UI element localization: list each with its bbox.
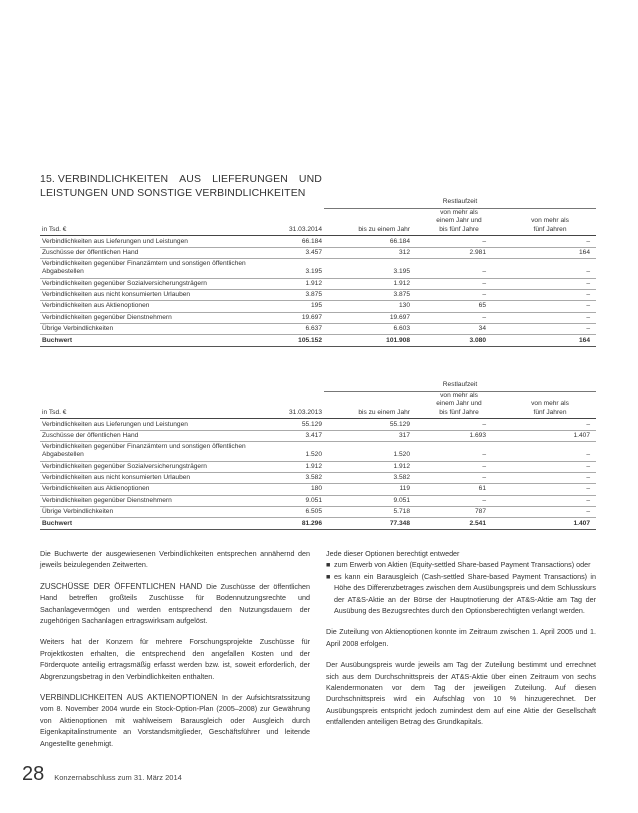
unit-header: in Tsd. € [40, 391, 254, 419]
cell-1-5y: 65 [414, 301, 504, 312]
cell-5y: – [504, 507, 596, 518]
cell-1-5y: – [414, 236, 504, 247]
page-number: 28 [22, 763, 45, 785]
left-text-column [40, 548, 310, 759]
paragraph [40, 692, 310, 749]
cell-1y: 19.697 [324, 312, 414, 323]
table-row [40, 461, 596, 472]
paragraph [40, 581, 310, 627]
cell-total: 55.129 [254, 419, 324, 430]
cell-5y: – [504, 495, 596, 506]
cell-1y: 1.912 [324, 461, 414, 472]
paragraph-text: In der Aufsichtsratssitzung vom 8. November 2004 wurde ein Stock-Option-Plan (2005–2008) zur Gewährung von Aktienoptionen mit wahlweisem Barausgleich oder Ausgleich durch Eigenkapitalinstrumente an Vorstandsmitglieder, Geschäftsführer und leitende Angestellte genehmigt. [40, 693, 311, 748]
cell-1-5y: 787 [414, 507, 504, 518]
footer-text: Konzernabschluss zum 31. März 2014 [54, 773, 182, 782]
bullet-icon: ■ [326, 571, 331, 581]
cell-1y: 3.195 [324, 259, 414, 278]
table-row [40, 507, 596, 518]
cell-1y: 77.348 [324, 518, 414, 529]
cell-total: 180 [254, 484, 324, 495]
table-row [40, 278, 596, 289]
paragraph: Die Buchwerte der ausgewiesenen Verbindlichkeiten entsprechen annähernd den jeweils beizulegenden Zeitwerten. [40, 549, 310, 570]
col-header-1-5y: von mehr als einem Jahr und bis fünf Jahre [414, 208, 504, 236]
cell-5y: – [504, 484, 596, 495]
row-label: Verbindlichkeiten aus Aktienoptionen [40, 301, 254, 312]
row-label: Verbindlichkeiten aus nicht konsumierten Urlauben [40, 472, 254, 483]
table-row [40, 430, 596, 441]
cell-5y: – [504, 289, 596, 300]
group-header: Restlaufzeit [442, 198, 478, 205]
paragraph: Weiters hat der Konzern für mehrere Forschungsprojekte Zuschüsse für Projektkosten erhalten, die entsprechend den angefallen Kosten und der Förderquote anteilig ertragsmäßig erfasst werden bzw. ist, soweit erforderlich, der Abgrenzungsbetrag in den Verbindlichkeiten enthalten. [40, 637, 310, 681]
row-label: Übrige Verbindlichkeiten [40, 507, 254, 518]
cell-1y: 1.912 [324, 278, 414, 289]
cell-1-5y: – [414, 312, 504, 323]
row-label: Verbindlichkeiten aus Lieferungen und Leistungen [40, 236, 254, 247]
cell-1y: 9.051 [324, 495, 414, 506]
cell-total: 1.912 [254, 461, 324, 472]
liabilities-table-2013 [40, 381, 596, 530]
paragraph-text: Die Zuschüsse der öffentlichen Hand betreffen großteils Zuschüsse für Bodennutzungsrechte und Sachanlagevermögen und werden entsprechend den Nutzungsdauern der zugehörigen Sachanlagen ertragswirksam aufgelöst. [40, 581, 310, 626]
cell-5y: – [504, 278, 596, 289]
row-label: Verbindlichkeiten gegenüber Dienstnehmern [40, 495, 254, 506]
paragraph: Der Ausübungspreis wurde jeweils am Tag der Zuteilung bestimmt und errechnet sich aus dem Durchschnittspreis der AT&S-Aktie über einen Zeitraum von sechs Kalendermonaten vor dem Tag der jeweiligen Zuteilung. Auf diesen Durchschnittspreis wird ein Aufschlag von 10 % hinzugerechnet. Der Ausübungspreis entspricht jedoch zumindest dem auf eine Aktie der Gesellschaft entfallenden anteiligen Betrag des Grundkapitals. [326, 660, 596, 727]
row-label: Verbindlichkeiten gegenüber Finanzämtern und sonstigen öffentlichen Abgabestellen [40, 259, 254, 278]
cell-total: 3.417 [254, 430, 324, 441]
cell-5y: – [504, 442, 596, 461]
table-row [40, 236, 596, 247]
cell-1-5y: – [414, 495, 504, 506]
cell-1-5y: – [414, 259, 504, 278]
cell-5y: 1.407 [504, 430, 596, 441]
cell-1y: 3.875 [324, 289, 414, 300]
cell-5y: – [504, 461, 596, 472]
cell-total: 6.505 [254, 507, 324, 518]
cell-1-5y: – [414, 419, 504, 430]
row-label: Übrige Verbindlichkeiten [40, 324, 254, 335]
cell-1-5y: – [414, 289, 504, 300]
heading-word: LIEFERUNGEN [212, 173, 288, 185]
cell-total: 105.152 [254, 335, 324, 346]
row-label: Verbindlichkeiten aus Aktienoptionen [40, 484, 254, 495]
cell-1-5y: 1.693 [414, 430, 504, 441]
cell-total: 6.637 [254, 324, 324, 335]
cell-5y: – [504, 419, 596, 430]
cell-5y: – [504, 301, 596, 312]
total-row [40, 335, 596, 346]
cell-1y: 317 [324, 430, 414, 441]
total-row [40, 518, 596, 529]
table-row [40, 484, 596, 495]
table-row [40, 247, 596, 258]
cell-1-5y: – [414, 461, 504, 472]
cell-1-5y: 3.080 [414, 335, 504, 346]
cell-total: 66.184 [254, 236, 324, 247]
cell-1y: 130 [324, 301, 414, 312]
row-label: Verbindlichkeiten aus Lieferungen und Leistungen [40, 419, 254, 430]
row-label: Verbindlichkeiten aus nicht konsumierten Urlauben [40, 289, 254, 300]
cell-5y: 164 [504, 247, 596, 258]
heading-line-2: LEISTUNGEN UND SONSTIGE VERBINDLICHKEITEN [40, 187, 306, 199]
page-footer [22, 763, 182, 786]
cell-total: 3.195 [254, 259, 324, 278]
table-row [40, 259, 596, 278]
row-label: Verbindlichkeiten gegenüber Dienstnehmern [40, 312, 254, 323]
row-label: Zuschüsse der öffentlichen Hand [40, 430, 254, 441]
row-label: Zuschüsse der öffentlichen Hand [40, 247, 254, 258]
date-header: 31.03.2013 [254, 391, 324, 419]
cell-1y: 66.184 [324, 236, 414, 247]
row-label: Verbindlichkeiten gegenüber Finanzämtern und sonstigen öffentlichen Abgabestellen [40, 442, 254, 461]
cell-1y: 5.718 [324, 507, 414, 518]
cell-5y: 1.407 [504, 518, 596, 529]
cell-1y: 3.582 [324, 472, 414, 483]
cell-1-5y: 61 [414, 484, 504, 495]
table-row [40, 419, 596, 430]
col-header-5y: von mehr als fünf Jahren [504, 391, 596, 419]
date-header: 31.03.2014 [254, 208, 324, 236]
section-heading [40, 172, 322, 200]
cell-5y: – [504, 324, 596, 335]
cell-total: 1.520 [254, 442, 324, 461]
cell-1y: 55.129 [324, 419, 414, 430]
table-row [40, 312, 596, 323]
cell-1y: 119 [324, 484, 414, 495]
table-row [40, 301, 596, 312]
cell-total: 9.051 [254, 495, 324, 506]
cell-1y: 101.908 [324, 335, 414, 346]
col-header-1y: bis zu einem Jahr [324, 391, 414, 419]
cell-1-5y: 2.541 [414, 518, 504, 529]
table-row [40, 442, 596, 461]
table-row [40, 472, 596, 483]
bullet-icon: ■ [326, 560, 331, 570]
cell-total: 1.912 [254, 278, 324, 289]
right-text-column [326, 548, 596, 738]
paragraph: Jede dieser Optionen berechtigt entweder [326, 549, 460, 558]
row-label: Verbindlichkeiten gegenüber Sozialversicherungsträgern [40, 461, 254, 472]
group-header: Restlaufzeit [442, 381, 478, 388]
cell-1y: 1.520 [324, 442, 414, 461]
col-header-1y: bis zu einem Jahr [324, 208, 414, 236]
col-header-5y: von mehr als fünf Jahren [504, 208, 596, 236]
cell-1y: 312 [324, 247, 414, 258]
row-label: Buchwert [40, 518, 254, 529]
heading-word: 15. VERBINDLICHKEITEN [40, 173, 169, 185]
cell-total: 195 [254, 301, 324, 312]
cell-5y: – [504, 236, 596, 247]
cell-total: 3.875 [254, 289, 324, 300]
col-header-1-5y: von mehr als einem Jahr und bis fünf Jahre [414, 391, 504, 419]
cell-1-5y: – [414, 442, 504, 461]
row-label: Verbindlichkeiten gegenüber Sozialversicherungsträgern [40, 278, 254, 289]
cell-5y: – [504, 259, 596, 278]
cell-1-5y: – [414, 472, 504, 483]
cell-total: 3.457 [254, 247, 324, 258]
table-row [40, 324, 596, 335]
row-label: Buchwert [40, 335, 254, 346]
cell-5y: – [504, 472, 596, 483]
cell-1y: 6.603 [324, 324, 414, 335]
list-item-text: es kann ein Barausgleich (Cash-settled Share-based Payment Transactions) in Höhe des Differenzbetrages zwischen dem Ausübungspreis und dem Schlusskurs der AT&S-Aktie an der Börse der Hauptnotierung der AT&S-Aktie am Tag der Ausübung des Bezugsrechtes durch den Optionsberechtigten verlangt werden. [334, 571, 596, 616]
subheading: ZUSCHÜSSE DER ÖFFENTLICHEN HAND [40, 581, 203, 591]
table-row [40, 289, 596, 300]
cell-total: 19.697 [254, 312, 324, 323]
cell-total: 81.296 [254, 518, 324, 529]
unit-header: in Tsd. € [40, 208, 254, 236]
cell-1-5y: 34 [414, 324, 504, 335]
list-item [326, 571, 596, 617]
list-item-text: zum Erwerb von Aktien (Equity-settled Share-based Payment Transactions) oder [334, 560, 591, 570]
list-item [326, 559, 596, 570]
heading-word: UND [298, 173, 322, 185]
heading-word: AUS [179, 173, 202, 185]
table-row [40, 495, 596, 506]
bullet-list [326, 559, 596, 616]
cell-5y: 164 [504, 335, 596, 346]
cell-1-5y: – [414, 278, 504, 289]
cell-total: 3.582 [254, 472, 324, 483]
cell-5y: – [504, 312, 596, 323]
paragraph: Die Zuteilung von Aktienoptionen konnte im Zeitraum zwischen 1. April 2005 und 1. April 2008 erfolgen. [326, 627, 596, 648]
cell-1-5y: 2.981 [414, 247, 504, 258]
liabilities-table-2014 [40, 198, 596, 347]
subheading: VERBINDLICHKEITEN AUS AKTIENOPTIONEN [40, 693, 218, 703]
